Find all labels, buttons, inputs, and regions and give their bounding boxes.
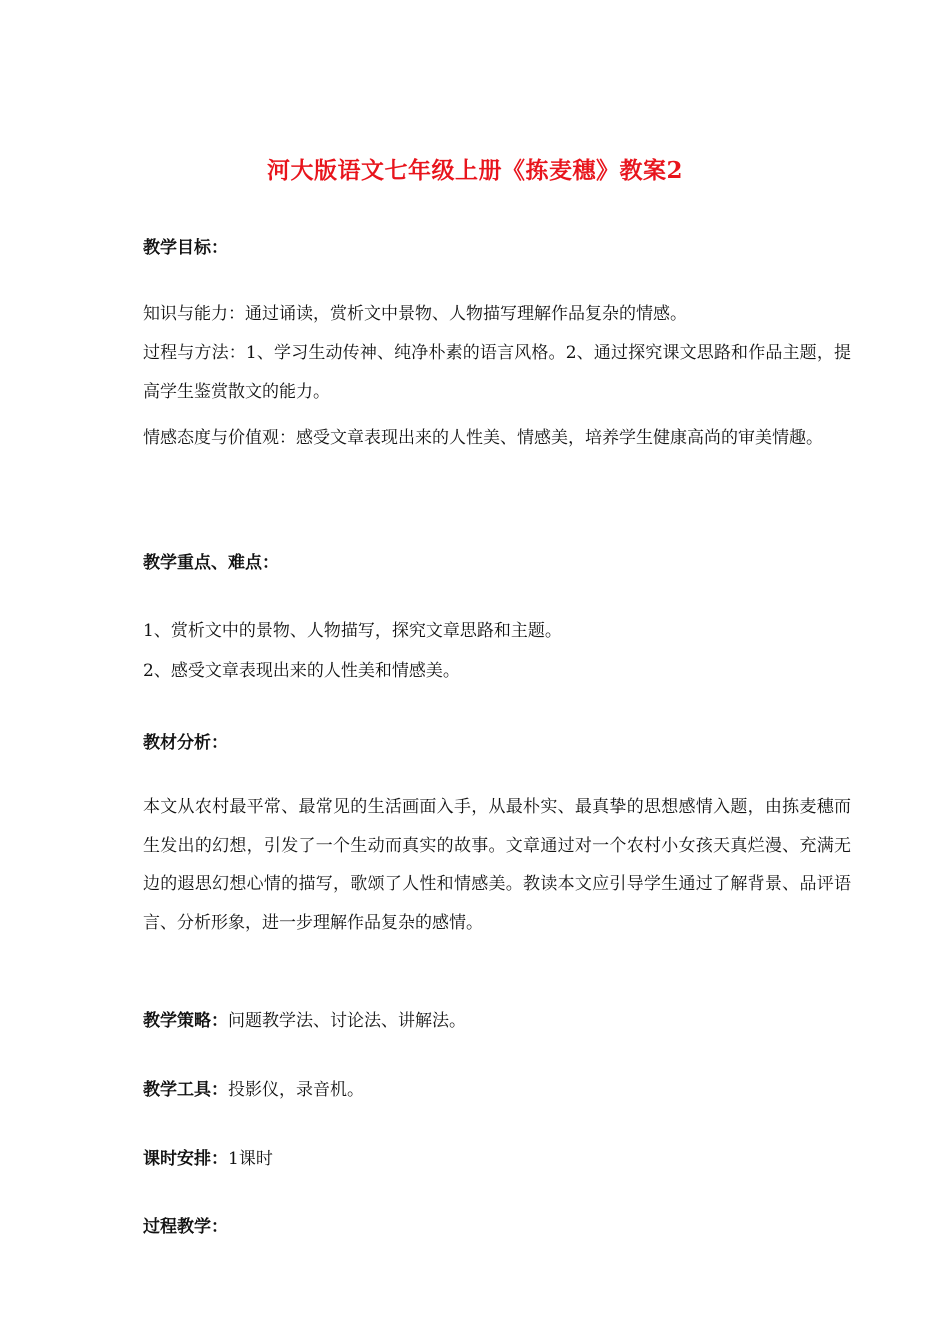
schedule-value: 1课时 bbox=[228, 1149, 273, 1169]
strategy-value: 问题教学法、讨论法、讲解法。 bbox=[228, 1011, 466, 1031]
objective-process-text: 过程与方法：1、学习生动传神、纯净朴素的语言风格。2、通过探究课文思路和作品主题，提高学生鉴赏散文的能力。 bbox=[143, 343, 851, 402]
objective-knowledge-text: 知识与能力：通过诵读，赏析文中景物、人物描写理解作品复杂的情感。 bbox=[143, 304, 687, 324]
key-point-item: 1、赏析文中的景物、人物描写，探究文章思路和主题。 bbox=[143, 621, 562, 641]
tools-line bbox=[143, 1075, 364, 1100]
tools-value: 投影仪，录音机。 bbox=[228, 1080, 364, 1100]
key-points-heading: 教学重点、难点： bbox=[143, 553, 279, 573]
analysis-body-text: 本文从农村最平常、最常见的生活画面入手，从最朴实、最真挚的思想感情入题，由拣麦穗而生发出的幻想，引发了一个生动而真实的故事。文章通过对一个农村小女孩天真烂漫、充满无边的遐思幻想心情的描写，歌颂了人性和情感美。教读本文应引导学生通过了解背景、品评语言、分析形象，进一步理解作品复杂的感情。 bbox=[143, 797, 851, 933]
process-teaching-heading: 过程教学： bbox=[143, 1217, 228, 1237]
objective-emotion-text: 情感态度与价值观：感受文章表现出来的人性美、情感美，培养学生健康高尚的审美情趣。 bbox=[143, 428, 823, 448]
schedule-label: 课时安排： bbox=[143, 1149, 228, 1169]
analysis-heading: 教材分析： bbox=[143, 733, 228, 753]
document-title: 河大版语文七年级上册《拣麦穗》教案2 bbox=[266, 157, 683, 184]
strategy-line bbox=[143, 1006, 466, 1031]
key-point-item: 2、感受文章表现出来的人性美和情感美。 bbox=[143, 661, 460, 681]
tools-label: 教学工具： bbox=[143, 1080, 228, 1100]
objective-process bbox=[143, 334, 851, 411]
objectives-heading: 教学目标： bbox=[143, 238, 228, 258]
objective-emotion bbox=[143, 419, 851, 458]
objective-knowledge bbox=[143, 295, 851, 334]
strategy-label: 教学策略： bbox=[143, 1011, 228, 1031]
schedule-line bbox=[143, 1144, 273, 1169]
analysis-body bbox=[143, 788, 851, 942]
